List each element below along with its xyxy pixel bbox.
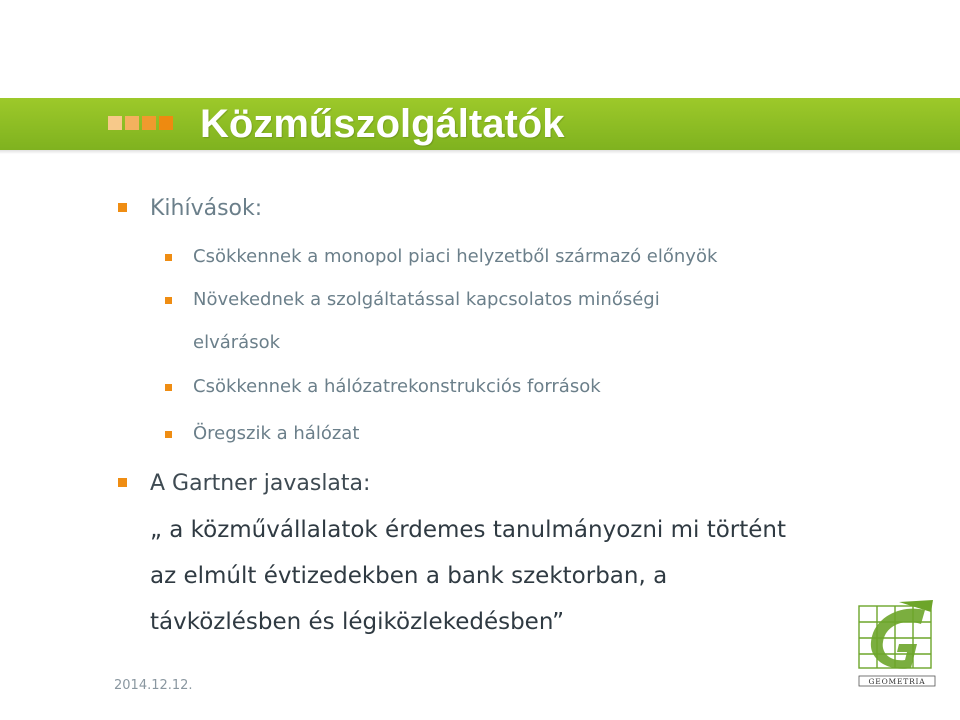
bullet-icon: [118, 203, 127, 212]
quote-line: az elmúlt évtizedekben a bank szektorban, a: [150, 563, 668, 589]
gartner-heading: A Gartner javaslata:: [150, 471, 371, 496]
decor-square-4: [159, 116, 173, 130]
slide-title: Közműszolgáltatók: [200, 102, 565, 146]
decor-square-1: [108, 116, 122, 130]
bullet-icon: [165, 384, 172, 391]
bullet-icon: [118, 478, 127, 487]
decor-square-3: [142, 116, 156, 130]
challenge-item: Csökkennek a hálózatrekonstrukciós források: [193, 376, 601, 397]
challenge-item-continuation: elvárások: [193, 332, 281, 353]
geometria-logo-icon: [855, 598, 940, 688]
title-decoration-squares: [108, 116, 173, 130]
slide-date: 2014.12.12.: [114, 678, 193, 693]
quote-line: távközlésben és légiközlekedésben”: [150, 609, 565, 635]
challenges-heading: Kihívások:: [150, 196, 263, 221]
bullet-icon: [165, 254, 172, 261]
bullet-icon: [165, 297, 172, 304]
bullet-icon: [165, 431, 172, 438]
challenge-item: Növekednek a szolgáltatással kapcsolatos minőségi: [193, 289, 660, 310]
challenge-item: Csökkennek a monopol piaci helyzetből származó előnyök: [193, 246, 718, 267]
challenge-item: Öregszik a hálózat: [193, 423, 360, 444]
logo-text: GEOMETRIA: [868, 677, 926, 686]
quote-line: „ a közművállalatok érdemes tanulmányozni mi történt: [150, 517, 787, 543]
decor-square-2: [125, 116, 139, 130]
